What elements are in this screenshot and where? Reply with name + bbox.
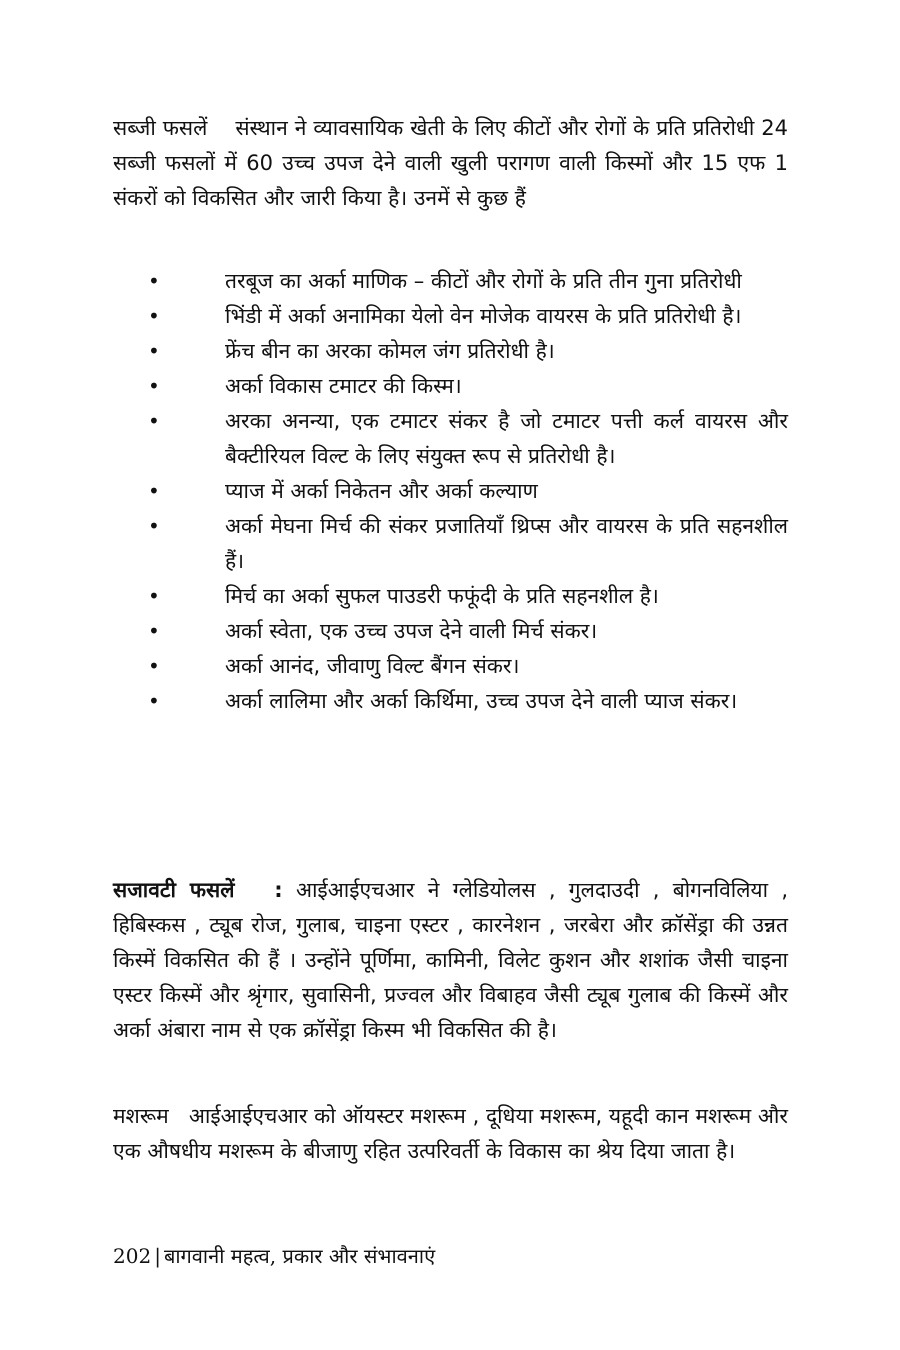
- bullet-icon: •: [148, 584, 160, 608]
- ornamental-crops-text: आईआईएचआर ने ग्लेडियोलस , गुलदाउदी , बोगनविलिया , हिबिस्कस , ट्यूब रोज, गुलाब, चाइना एस्टर , कारनेशन , जरबेरा और क्रॉसेंड्रा की उन्नत किस्में विकसित की हैं । उन्होंने पूर्णिमा, कामिनी, विलेट कुशन और शशांक जैसी चाइना एस्टर किस्में और श्रृंगार, सुवासिनी, प्रज्वल और विबाहव जैसी ट्यूब गुलाब की किस्में और अर्का अंबारा नाम से एक क्रॉसेंड्रा किस्म भी विकसित की है।: [113, 878, 788, 1042]
- list-item: [113, 684, 788, 719]
- list-item-text: अर्का स्वेता, एक उच्च उपज देने वाली मिर्च संकर।: [225, 619, 598, 643]
- list-item: [113, 579, 788, 614]
- list-item: [113, 369, 788, 404]
- bullet-icon: •: [148, 689, 160, 713]
- list-item-text: अरका अनन्या, एक टमाटर संकर है जो टमाटर पत्ती कर्ल वायरस और बैक्टीरियल विल्ट के लिए संयुक्त रूप से प्रतिरोधी है।: [225, 409, 788, 468]
- list-item-text: अर्का विकास टमाटर की किस्म।: [225, 374, 462, 398]
- list-item: [113, 509, 788, 579]
- list-item: [113, 334, 788, 369]
- mushroom-heading: मशरूम: [113, 1104, 169, 1128]
- list-item-text: तरबूज का अर्का माणिक – कीटों और रोगों के प्रति तीन गुना प्रतिरोधी: [225, 269, 742, 293]
- bullet-icon: •: [148, 269, 160, 293]
- list-item-text: अर्का मेघना मिर्च की संकर प्रजातियाँ थ्रिप्स और वायरस के प्रति सहनशील हैं।: [225, 514, 788, 573]
- heading-colon: :: [274, 878, 283, 902]
- bullet-icon: •: [148, 374, 160, 398]
- list-item-text: प्याज में अर्का निकेतन और अर्का कल्याण: [225, 479, 538, 503]
- bullet-icon: •: [148, 304, 160, 328]
- bullet-icon: •: [148, 654, 160, 678]
- bullet-icon: •: [148, 409, 160, 433]
- list-item-text: अर्का आनंद, जीवाणु विल्ट बैंगन संकर।: [225, 654, 520, 678]
- list-item: [113, 299, 788, 334]
- book-title: बागवानी महत्व, प्रकार और संभावनाएं: [163, 1244, 436, 1268]
- list-item: [113, 614, 788, 649]
- list-item-text: मिर्च का अर्का सुफल पाउडरी फफूंदी के प्रति सहनशील है।: [225, 584, 659, 608]
- ornamental-crops-paragraph: [113, 873, 788, 1048]
- mushroom-text: आईआईएचआर को ऑयस्टर मशरूम , दूधिया मशरूम, यहूदी कान मशरूम और एक औषधीय मशरूम के बीजाणु रहित उत्परिवर्ती के विकास का श्रेय दिया जाता है।: [113, 1104, 788, 1163]
- bullet-icon: •: [148, 514, 160, 538]
- ornamental-crops-heading: सजावटी फसलें: [113, 878, 235, 902]
- vegetable-crops-heading: सब्जी फसलें: [113, 116, 208, 140]
- mushroom-paragraph: [113, 1099, 788, 1169]
- list-item-text: अर्का लालिमा और अर्का किर्थिमा, उच्च उपज देने वाली प्याज संकर।: [225, 689, 738, 713]
- list-item-text: फ्रेंच बीन का अरका कोमल जंग प्रतिरोधी है।: [225, 339, 555, 363]
- footer-separator: |: [154, 1244, 161, 1268]
- bullet-icon: •: [148, 619, 160, 643]
- page-footer: [113, 1240, 435, 1272]
- vegetable-crops-text: संस्थान ने व्यावसायिक खेती के लिए कीटों और रोगों के प्रति प्रतिरोधी 24 सब्जी फसलों में 60 उच्च उपज देने वाली खुली परागण वाली किस्मों और 15 एफ 1 संकरों को विकसित और जारी किया है। उनमें से कुछ हैं: [113, 116, 788, 210]
- bullet-icon: •: [148, 339, 160, 363]
- variety-bullet-list: [113, 264, 788, 719]
- page-number: 202: [113, 1244, 152, 1268]
- list-item: [113, 404, 788, 474]
- list-item: [113, 649, 788, 684]
- bullet-icon: •: [148, 479, 160, 503]
- list-item: [113, 474, 788, 509]
- vegetable-crops-paragraph: [113, 111, 788, 216]
- list-item-text: भिंडी में अर्का अनामिका येलो वेन मोजेक वायरस के प्रति प्रतिरोधी है।: [225, 304, 742, 328]
- list-item: [113, 264, 788, 299]
